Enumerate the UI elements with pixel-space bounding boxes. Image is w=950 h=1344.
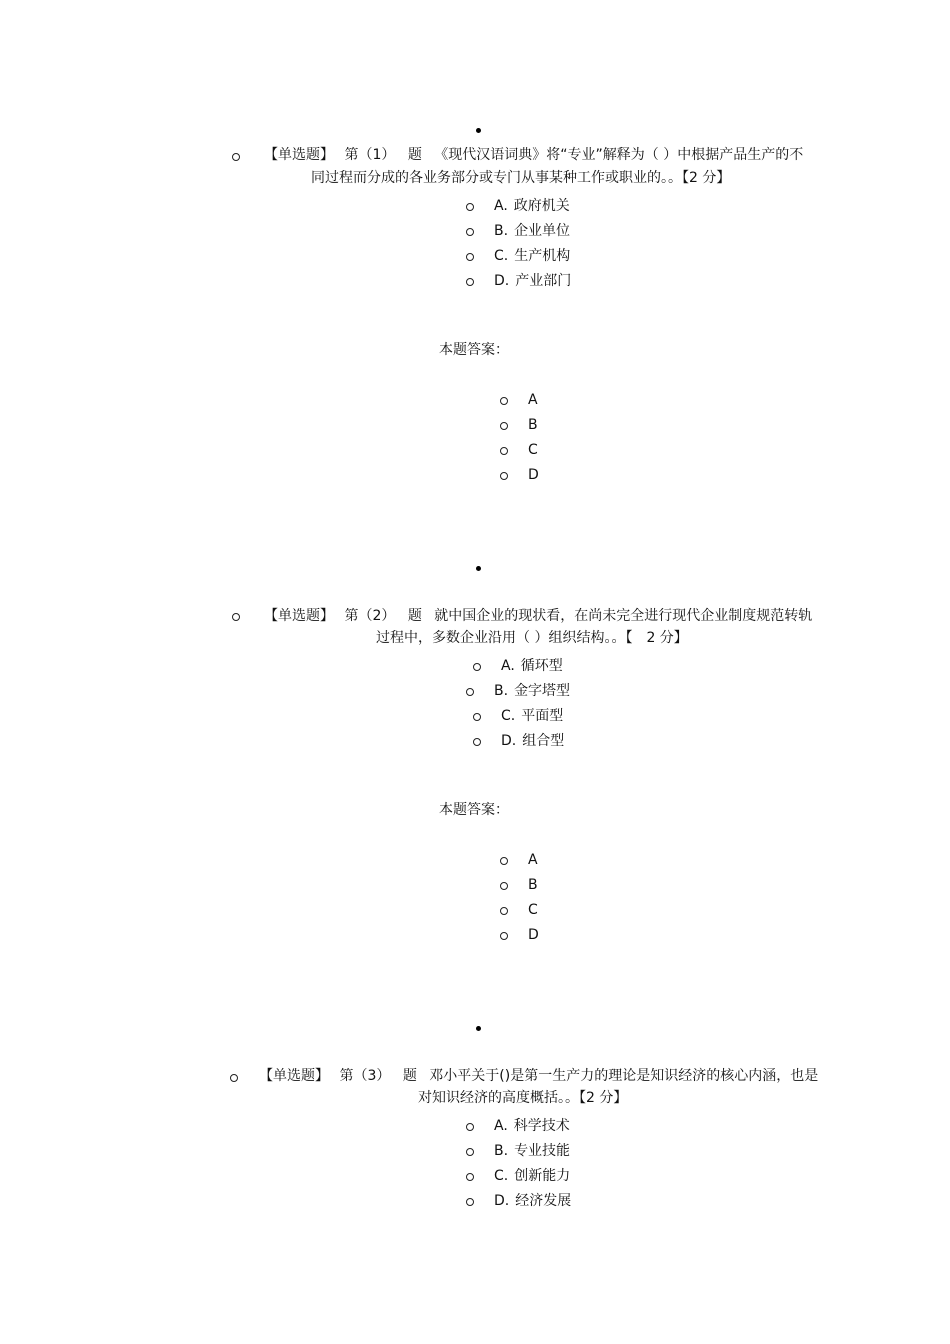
option-letter: A. bbox=[501, 658, 515, 674]
question-type: 【单选题】 bbox=[264, 608, 334, 624]
option-radio[interactable] bbox=[473, 713, 481, 721]
question-line-2: 过程中，多数企业沿用（ ）组织结构。。【 2 分】 bbox=[376, 630, 688, 646]
option-letter: D. bbox=[501, 733, 517, 749]
option-radio[interactable] bbox=[466, 203, 474, 211]
answer-choice[interactable]: A bbox=[528, 392, 538, 408]
question-text: 邓小平关于()是第一生产力的理论是知识经济的核心内涵，也是 bbox=[429, 1068, 819, 1084]
question-line-1 bbox=[259, 1066, 818, 1086]
option-item[interactable] bbox=[501, 732, 564, 750]
option-item[interactable] bbox=[494, 247, 570, 265]
answer-choice[interactable]: D bbox=[528, 467, 539, 483]
option-radio[interactable] bbox=[466, 1148, 474, 1156]
option-radio[interactable] bbox=[466, 228, 474, 236]
answer-radio[interactable] bbox=[500, 422, 508, 430]
option-item[interactable] bbox=[494, 1167, 570, 1185]
question-ti: 题 bbox=[407, 608, 422, 624]
option-text: 组合型 bbox=[522, 733, 565, 749]
option-item[interactable] bbox=[494, 682, 570, 700]
option-text: 生产机构 bbox=[514, 248, 571, 264]
option-letter: D. bbox=[494, 273, 510, 289]
option-letter: C. bbox=[494, 1168, 509, 1184]
option-radio[interactable] bbox=[466, 253, 474, 261]
list-circle bbox=[232, 613, 240, 621]
option-radio[interactable] bbox=[466, 1198, 474, 1206]
option-text: 金字塔型 bbox=[514, 683, 571, 699]
option-letter: C. bbox=[501, 708, 516, 724]
question-ti: 题 bbox=[402, 1068, 417, 1084]
option-text: 企业单位 bbox=[514, 223, 571, 239]
question-ti: 题 bbox=[407, 147, 422, 163]
question-number: 第（1） bbox=[344, 147, 396, 163]
option-item[interactable] bbox=[494, 197, 570, 215]
answer-radio[interactable] bbox=[500, 907, 508, 915]
option-item[interactable] bbox=[494, 272, 571, 290]
list-bullet bbox=[476, 566, 481, 571]
answer-choice[interactable]: B bbox=[528, 417, 538, 433]
list-circle bbox=[230, 1074, 238, 1082]
option-radio[interactable] bbox=[466, 1173, 474, 1181]
option-letter: A. bbox=[494, 1118, 508, 1134]
option-item[interactable] bbox=[494, 1142, 570, 1160]
answer-label: 本题答案： bbox=[439, 342, 509, 358]
question-text: 就中国企业的现状看，在尚未完全进行现代企业制度规范转轨 bbox=[434, 608, 813, 624]
answer-radio[interactable] bbox=[500, 397, 508, 405]
option-item[interactable] bbox=[494, 222, 570, 240]
answer-choice[interactable]: A bbox=[528, 852, 538, 868]
option-text: 经济发展 bbox=[515, 1193, 572, 1209]
option-item[interactable] bbox=[501, 707, 563, 725]
option-radio[interactable] bbox=[466, 1123, 474, 1131]
option-radio[interactable] bbox=[466, 278, 474, 286]
option-item[interactable] bbox=[494, 1117, 570, 1135]
option-text: 平面型 bbox=[521, 708, 564, 724]
option-letter: A. bbox=[494, 198, 508, 214]
answer-radio[interactable] bbox=[500, 447, 508, 455]
answer-choice[interactable]: B bbox=[528, 877, 538, 893]
option-text: 循环型 bbox=[520, 658, 563, 674]
option-radio[interactable] bbox=[473, 738, 481, 746]
answer-radio[interactable] bbox=[500, 882, 508, 890]
answer-label: 本题答案： bbox=[439, 802, 509, 818]
option-letter: B. bbox=[494, 1143, 509, 1159]
answer-radio[interactable] bbox=[500, 472, 508, 480]
option-text: 专业技能 bbox=[514, 1143, 571, 1159]
question-text: 《现代汉语词典》将“专业”解释为（ ）中根据产品生产的不 bbox=[434, 147, 804, 163]
option-item[interactable] bbox=[494, 1192, 571, 1210]
answer-choice[interactable]: C bbox=[528, 442, 538, 458]
list-bullet bbox=[476, 1026, 481, 1031]
list-circle bbox=[232, 153, 240, 161]
question-line-2: 对知识经济的高度概括。。【2 分】 bbox=[418, 1090, 628, 1106]
question-number: 第（2） bbox=[344, 608, 396, 624]
option-radio[interactable] bbox=[473, 663, 481, 671]
option-letter: D. bbox=[494, 1193, 510, 1209]
option-letter: B. bbox=[494, 683, 509, 699]
answer-radio[interactable] bbox=[500, 857, 508, 865]
option-text: 科学技术 bbox=[513, 1118, 570, 1134]
answer-choice[interactable]: D bbox=[528, 927, 539, 943]
option-letter: C. bbox=[494, 248, 509, 264]
option-radio[interactable] bbox=[466, 688, 474, 696]
option-letter: B. bbox=[494, 223, 509, 239]
question-type: 【单选题】 bbox=[264, 147, 334, 163]
list-bullet bbox=[476, 128, 481, 133]
question-line-1 bbox=[264, 145, 803, 165]
option-item[interactable] bbox=[501, 657, 563, 675]
option-text: 创新能力 bbox=[514, 1168, 571, 1184]
answer-radio[interactable] bbox=[500, 932, 508, 940]
question-type: 【单选题】 bbox=[259, 1068, 329, 1084]
question-line-2: 同过程而分成的各业务部分或专门从事某种工作或职业的。。【2 分】 bbox=[311, 170, 731, 186]
option-text: 产业部门 bbox=[515, 273, 572, 289]
question-line-1 bbox=[264, 606, 812, 626]
option-text: 政府机关 bbox=[513, 198, 570, 214]
question-number: 第（3） bbox=[339, 1068, 391, 1084]
answer-choice[interactable]: C bbox=[528, 902, 538, 918]
